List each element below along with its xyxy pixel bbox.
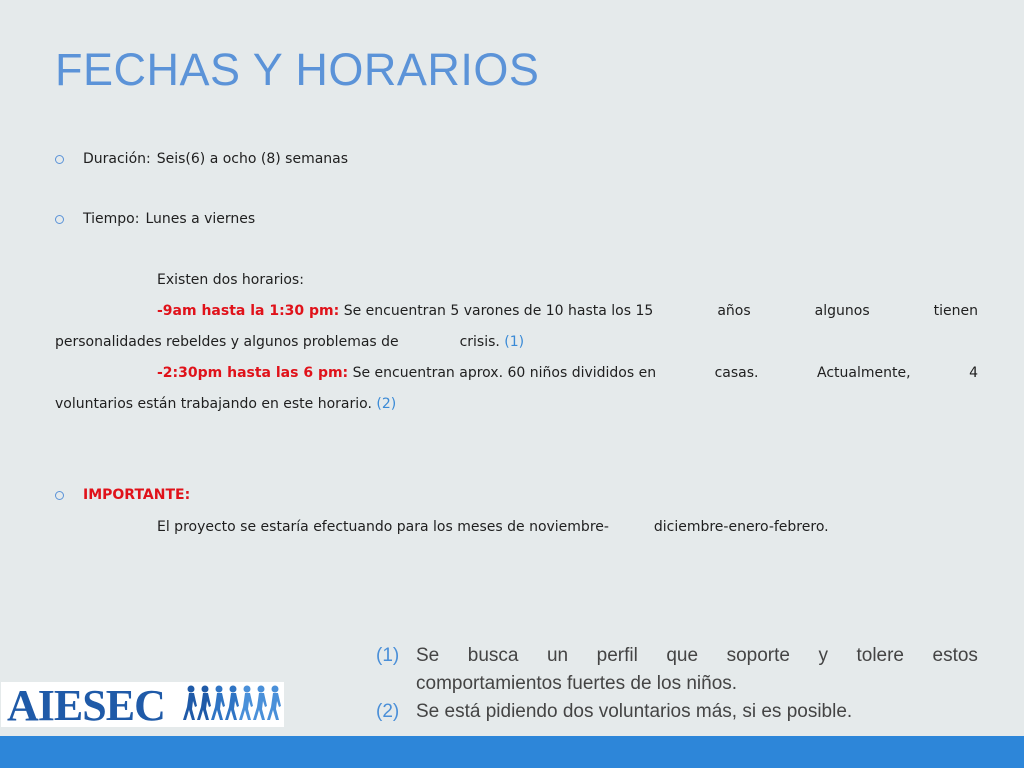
footnote-word: tolere: [856, 645, 904, 666]
aiesec-logo: [1, 682, 284, 727]
bullet-duracion: [55, 151, 348, 167]
duracion-label: Duración:: [83, 151, 151, 167]
horario1-line2: [55, 334, 524, 350]
footnotes: [376, 642, 978, 726]
aiesec-logo-text: AIESEC: [7, 682, 165, 727]
importante-text: [157, 519, 829, 535]
bullet-tiempo: [55, 211, 255, 227]
circle-bullet-icon: [55, 491, 64, 500]
ref-2: (2): [376, 396, 397, 412]
circle-bullet-icon: [55, 155, 64, 164]
horario2-word: Actualmente,: [817, 365, 911, 381]
importante-label: IMPORTANTE:: [83, 487, 191, 503]
footnote-number: (2): [376, 701, 400, 722]
horario2-time: -2:30pm hasta las 6 pm:: [157, 365, 349, 381]
horario2-word: 4: [969, 365, 978, 381]
footnote-word: perfil: [596, 645, 638, 666]
footnote-word: soporte: [726, 645, 790, 666]
horario1-time: -9am hasta la 1:30 pm:: [157, 303, 340, 319]
footnote-2: [376, 698, 978, 726]
footer-bar: [0, 736, 1024, 768]
footnote-word: que: [666, 645, 699, 666]
horario1-text-2a: personalidades rebeldes y algunos problemas de: [55, 334, 399, 350]
footnote-word: busca: [467, 645, 519, 666]
tiempo-value: Lunes a viernes: [145, 211, 256, 227]
ref-1: (1): [504, 334, 525, 350]
footnote-word: un: [546, 645, 569, 666]
duracion-value: Seis(6) a ocho (8) semanas: [156, 151, 349, 167]
horario2-word: casas.: [714, 365, 759, 381]
bullet-importante: [55, 487, 190, 503]
importante-text-b: diciembre-enero-febrero.: [653, 519, 829, 535]
page-title: FECHAS Y HORARIOS: [55, 44, 540, 95]
horario1-word: algunos: [814, 303, 870, 319]
horario1-word: años: [717, 303, 751, 319]
horario1-line1: [55, 303, 978, 319]
horario1-word: tienen: [933, 303, 978, 319]
footnote-word: estos: [932, 645, 978, 666]
horario2-text: Se encuentran aprox. 60 niños divididos en: [352, 365, 657, 381]
footnote-word: y: [818, 645, 828, 666]
footnote-1-line2: comportamientos fuertes de los niños.: [416, 673, 738, 694]
walking-people-icon: [181, 682, 284, 727]
circle-bullet-icon: [55, 215, 64, 224]
horarios-intro: Existen dos horarios:: [157, 272, 304, 288]
footnote-1: [376, 642, 978, 698]
horario2-text-2: voluntarios están trabajando en este horario.: [55, 396, 372, 412]
footnote-number: (1): [376, 645, 400, 666]
horario1-text: Se encuentran 5 varones de 10 hasta los 15: [343, 303, 654, 319]
horario2-line1: [55, 365, 978, 381]
footnote-2-text: Se está pidiendo dos voluntarios más, si es posible.: [416, 701, 853, 722]
tiempo-label: Tiempo:: [83, 211, 140, 227]
importante-text-a: El proyecto se estaría efectuando para los meses de noviembre-: [157, 519, 609, 535]
horario1-text-2b: crisis.: [459, 334, 500, 350]
horario2-line2: [55, 396, 396, 412]
footnote-word: Se: [416, 645, 440, 666]
